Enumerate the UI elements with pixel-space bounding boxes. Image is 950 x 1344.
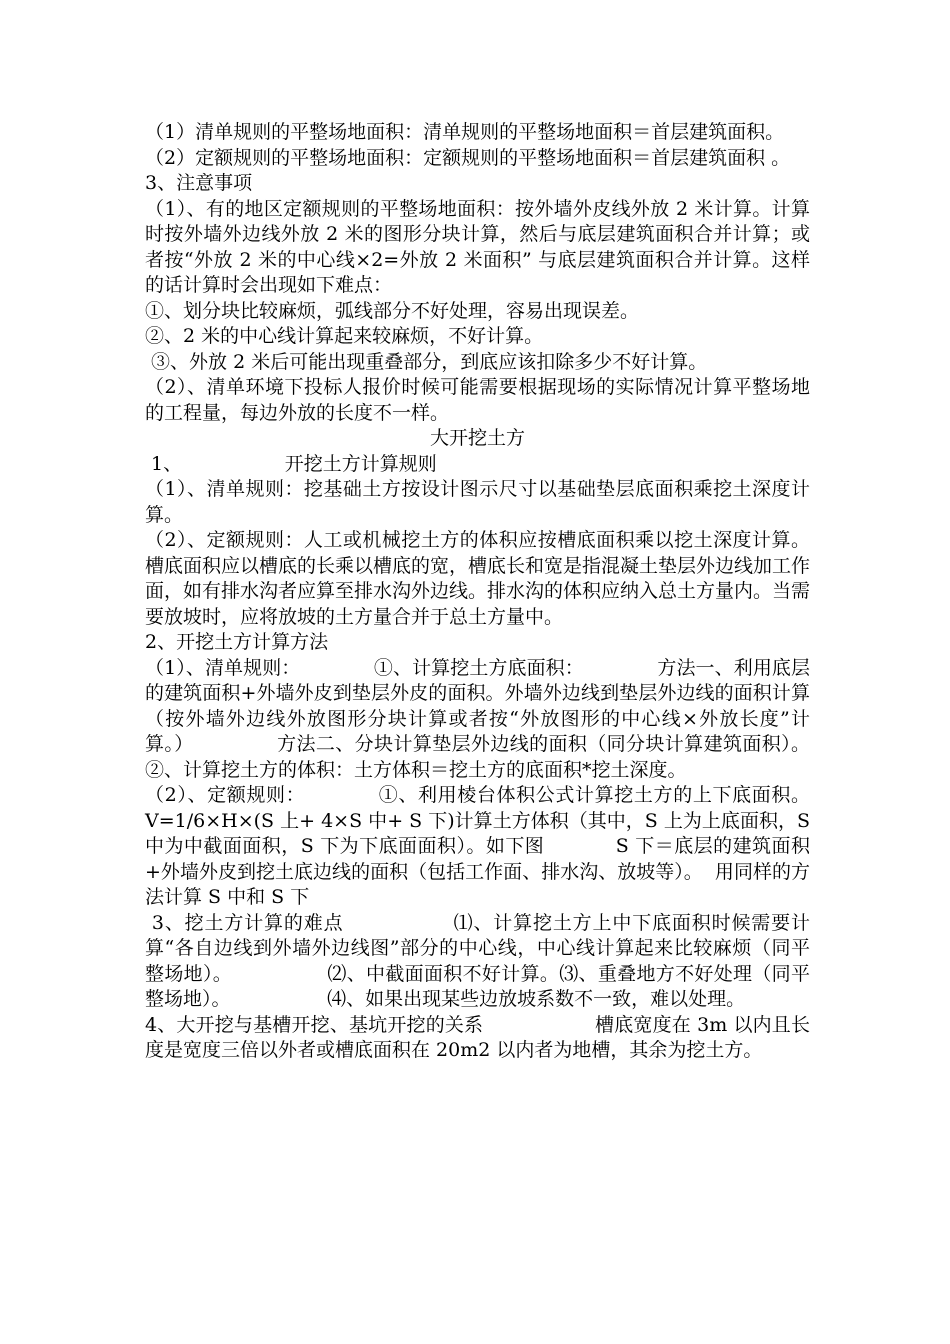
paragraph-method-bill-rule: （1）、清单规则： ①、计算挖土方底面积： 方法一、利用底层的建筑面积+外墙外皮到垫层外皮的面积。外墙外边线到垫层外边线的面积计算（按外墙外边线外放图形分块计算或者按“外放图形的中心线×外放长度”计算。） 方法二、分块计算垫层外边线的面积（同分块计算建筑面积）。 ②、计算挖土方的体积：土方体积＝挖土方的底面积*挖土深度。: [145, 656, 871, 781]
paragraph-excavation-relationship: 4、大开挖与基槽开挖、基坑开挖的关系 槽底宽度在 3m 以内且长度是宽度三倍以外者或槽底面积在 20m2 以内者为地槽，其余为挖土方。: [145, 1013, 810, 1061]
paragraph-difficulty-3: ③、外放 2 米后可能出现重叠部分，到底应该扣除多少不好计算。: [145, 350, 708, 373]
paragraph-notes-item-1: （1）、有的地区定额规则的平整场地面积：按外墙外皮线外放 2 米计算。计算时按外墙外边线外放 2 米的图形分块计算，然后与底层建筑面积合并计算；或者按“外放 2 米的中心线×2=外放 2 米面积” 与底层建筑面积合并计算。这样的话计算时会出现如下难点：: [145, 197, 810, 296]
paragraph-site-leveling-bill-rule: （1）清单规则的平整场地面积：清单规则的平整场地面积＝首层建筑面积。: [145, 121, 785, 143]
section-heading-excavation-methods: 2、开挖土方计算方法: [145, 631, 329, 653]
section-heading-excavation-rules: 1、 开挖土方计算规则: [145, 452, 437, 475]
document-page: [145, 120, 871, 1064]
paragraph-difficulty-1: ①、划分块比较麻烦，弧线部分不好处理，容易出现误差。: [145, 299, 640, 322]
section-heading-notes: 3、注意事项: [145, 172, 253, 194]
paragraph-method-quota-rule: （2）、定额规则： ①、利用棱台体积公式计算挖土方的上下底面积。 V=1/6×H×(S 上+ 4×S 中+ S 下)计算土方体积（其中，S 上为上底面积，S 中为中截面面积，S 下为下底面面积）。如下图 S 下＝底层的建筑面积+外墙外皮到挖土底边线的面积（包括工作面、排水沟、放坡等）。 用同样的方法计算 S 中和 S 下: [145, 784, 859, 908]
paragraph-excavation-quota-rule: （2）、定额规则：人工或机械挖土方的体积应按槽底面积乘以挖土深度计算。槽底面积应以槽底的长乘以槽底的宽，槽底长和宽是指混凝土垫层外边线加工作面，如有排水沟者应算至排水沟外边线。排水沟的体积应纳入总土方量内。当需要放坡时，应将放坡的土方量合并于总土方量中。: [145, 529, 811, 628]
section-title-excavation: 大开挖土方: [429, 427, 525, 449]
paragraph-site-leveling-quota-rule: （2）定额规则的平整场地面积：定额规则的平整场地面积＝首层建筑面积 。: [145, 146, 791, 169]
paragraph-excavation-difficulties: 3、挖土方计算的难点 ⑴、计算挖土方上中下底面积时候需要计算“各自边线到外墙外边线图”部分的中心线，中心线计算起来比较麻烦（同平整场地）。 ⑵、中截面面积不好计算。⑶、重叠地方不好处理（同平整场地）。 ⑷、如果出现某些边放坡系数不一致，难以处理。: [145, 911, 810, 1010]
paragraph-excavation-bill-rule: （1）、清单规则：挖基础土方按设计图示尺寸以基础垫层底面积乘挖土深度计算。: [145, 478, 810, 526]
paragraph-difficulty-2: ②、2 米的中心线计算起来较麻烦，不好计算。: [145, 325, 544, 347]
paragraph-notes-item-2: （2）、清单环境下投标人报价时候可能需要根据现场的实际情况计算平整场地的工程量，每边外放的长度不一样。: [145, 376, 810, 424]
